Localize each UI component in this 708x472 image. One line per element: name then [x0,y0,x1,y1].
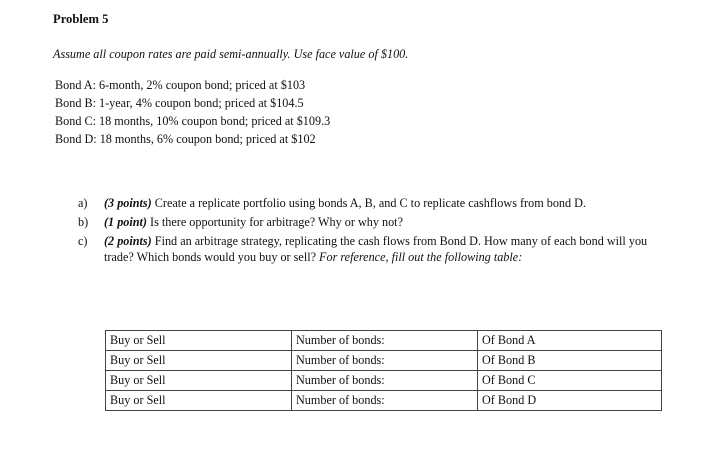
table-row [106,351,662,371]
bond-c-line: Bond C: 18 months, 10% coupon bond; priced at $109.3 [55,114,331,128]
question-list [78,195,678,268]
question-c-points: (2 points) [104,234,152,248]
buy-or-sell-cell[interactable]: Buy or Sell [106,331,292,351]
question-c [78,233,678,265]
buy-or-sell-cell[interactable]: Buy or Sell [106,371,292,391]
question-a-points: (3 points) [104,196,152,210]
number-of-bonds-cell[interactable]: Number of bonds: [292,371,478,391]
question-a-body: Create a replicate portfolio using bonds A, B, and C to replicate cashflows from bond D. [154,196,586,210]
bond-name-cell: Of Bond A [478,331,662,351]
table-row [106,371,662,391]
question-a [78,195,678,211]
table-row [106,331,662,351]
question-b-text [104,214,678,230]
question-c-letter: c) [78,234,88,248]
question-a-letter: a) [78,196,88,210]
bond-b-line: Bond B: 1-year, 4% coupon bond; priced at $104.5 [55,96,304,110]
number-of-bonds-cell[interactable]: Number of bonds: [292,391,478,411]
number-of-bonds-cell[interactable]: Number of bonds: [292,351,478,371]
table-row [106,391,662,411]
question-a-text [104,195,678,211]
number-of-bonds-cell[interactable]: Number of bonds: [292,331,478,351]
question-b-letter: b) [78,215,89,229]
buy-or-sell-cell[interactable]: Buy or Sell [106,351,292,371]
bond-list [55,76,330,148]
bond-name-cell: Of Bond C [478,371,662,391]
bond-d-line: Bond D: 18 months, 6% coupon bond; priced at $102 [55,132,316,146]
bond-name-cell: Of Bond D [478,391,662,411]
question-b [78,214,678,230]
problem-intro: Assume all coupon rates are paid semi-annually. Use face value of $100. [53,47,409,61]
bond-a-line: Bond A: 6-month, 2% coupon bond; priced at $103 [55,78,306,92]
trade-table [105,330,662,411]
question-c-body: Find an arbitrage strategy, replicating the cash flows from Bond D. How many of each bond will you trade? Which bonds would you buy or sell? [104,234,648,264]
bond-name-cell: Of Bond B [478,351,662,371]
question-b-body: Is there opportunity for arbitrage? Why or why not? [150,215,403,229]
buy-or-sell-cell[interactable]: Buy or Sell [106,391,292,411]
question-c-reference: For reference, fill out the following table: [319,250,523,264]
question-c-text [104,233,678,265]
question-b-points: (1 point) [104,215,147,229]
problem-title: Problem 5 [53,12,109,26]
